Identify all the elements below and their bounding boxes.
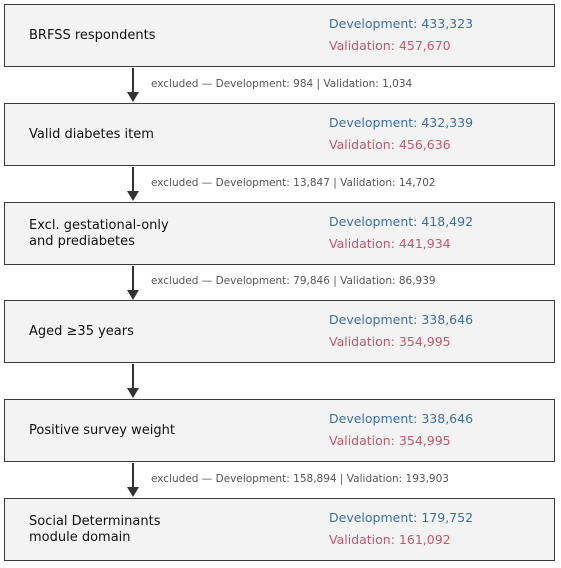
- exclusion-note: excluded — Development: 158,894 | Validation: 193,903: [151, 473, 449, 485]
- validation-count: Validation: 457,670: [329, 38, 451, 53]
- development-count: Development: 418,492: [329, 214, 474, 229]
- box-title: Valid diabetes item: [29, 126, 154, 142]
- validation-count: Validation: 354,995: [329, 433, 451, 448]
- flow-box-brfss-respondents: [4, 4, 555, 67]
- validation-count: Validation: 354,995: [329, 334, 451, 349]
- validation-count: Validation: 456,636: [329, 137, 451, 152]
- down-arrow-icon: [126, 463, 140, 497]
- flow-box-aged-35: [4, 300, 555, 363]
- exclusion-note: excluded — Development: 79,846 | Validation: 86,939: [151, 275, 436, 287]
- box-title: BRFSS respondents: [29, 27, 156, 43]
- development-count: Development: 338,646: [329, 411, 474, 426]
- box-title: Aged ≥35 years: [29, 323, 134, 339]
- development-count: Development: 432,339: [329, 115, 474, 130]
- down-arrow-icon: [126, 68, 140, 102]
- validation-count: Validation: 441,934: [329, 236, 451, 251]
- exclusion-note: excluded — Development: 984 | Validation: 1,034: [151, 78, 413, 90]
- down-arrow-icon: [126, 266, 140, 300]
- exclusion-note: excluded — Development: 13,847 | Validation: 14,702: [151, 177, 436, 189]
- box-title: Excl. gestational-only and prediabetes: [29, 217, 169, 249]
- flow-box-valid-diabetes-item: [4, 103, 555, 166]
- flow-box-social-determinants: [4, 498, 555, 561]
- box-title: Social Determinants module domain: [29, 513, 161, 545]
- flow-box-excl-gestational: [4, 202, 555, 265]
- development-count: Development: 338,646: [329, 312, 474, 327]
- down-arrow-icon: [126, 167, 140, 201]
- validation-count: Validation: 161,092: [329, 532, 451, 547]
- box-title: Positive survey weight: [29, 422, 175, 438]
- flow-box-positive-survey-weight: [4, 399, 555, 462]
- development-count: Development: 179,752: [329, 510, 474, 525]
- development-count: Development: 433,323: [329, 16, 474, 31]
- down-arrow-icon: [126, 364, 140, 398]
